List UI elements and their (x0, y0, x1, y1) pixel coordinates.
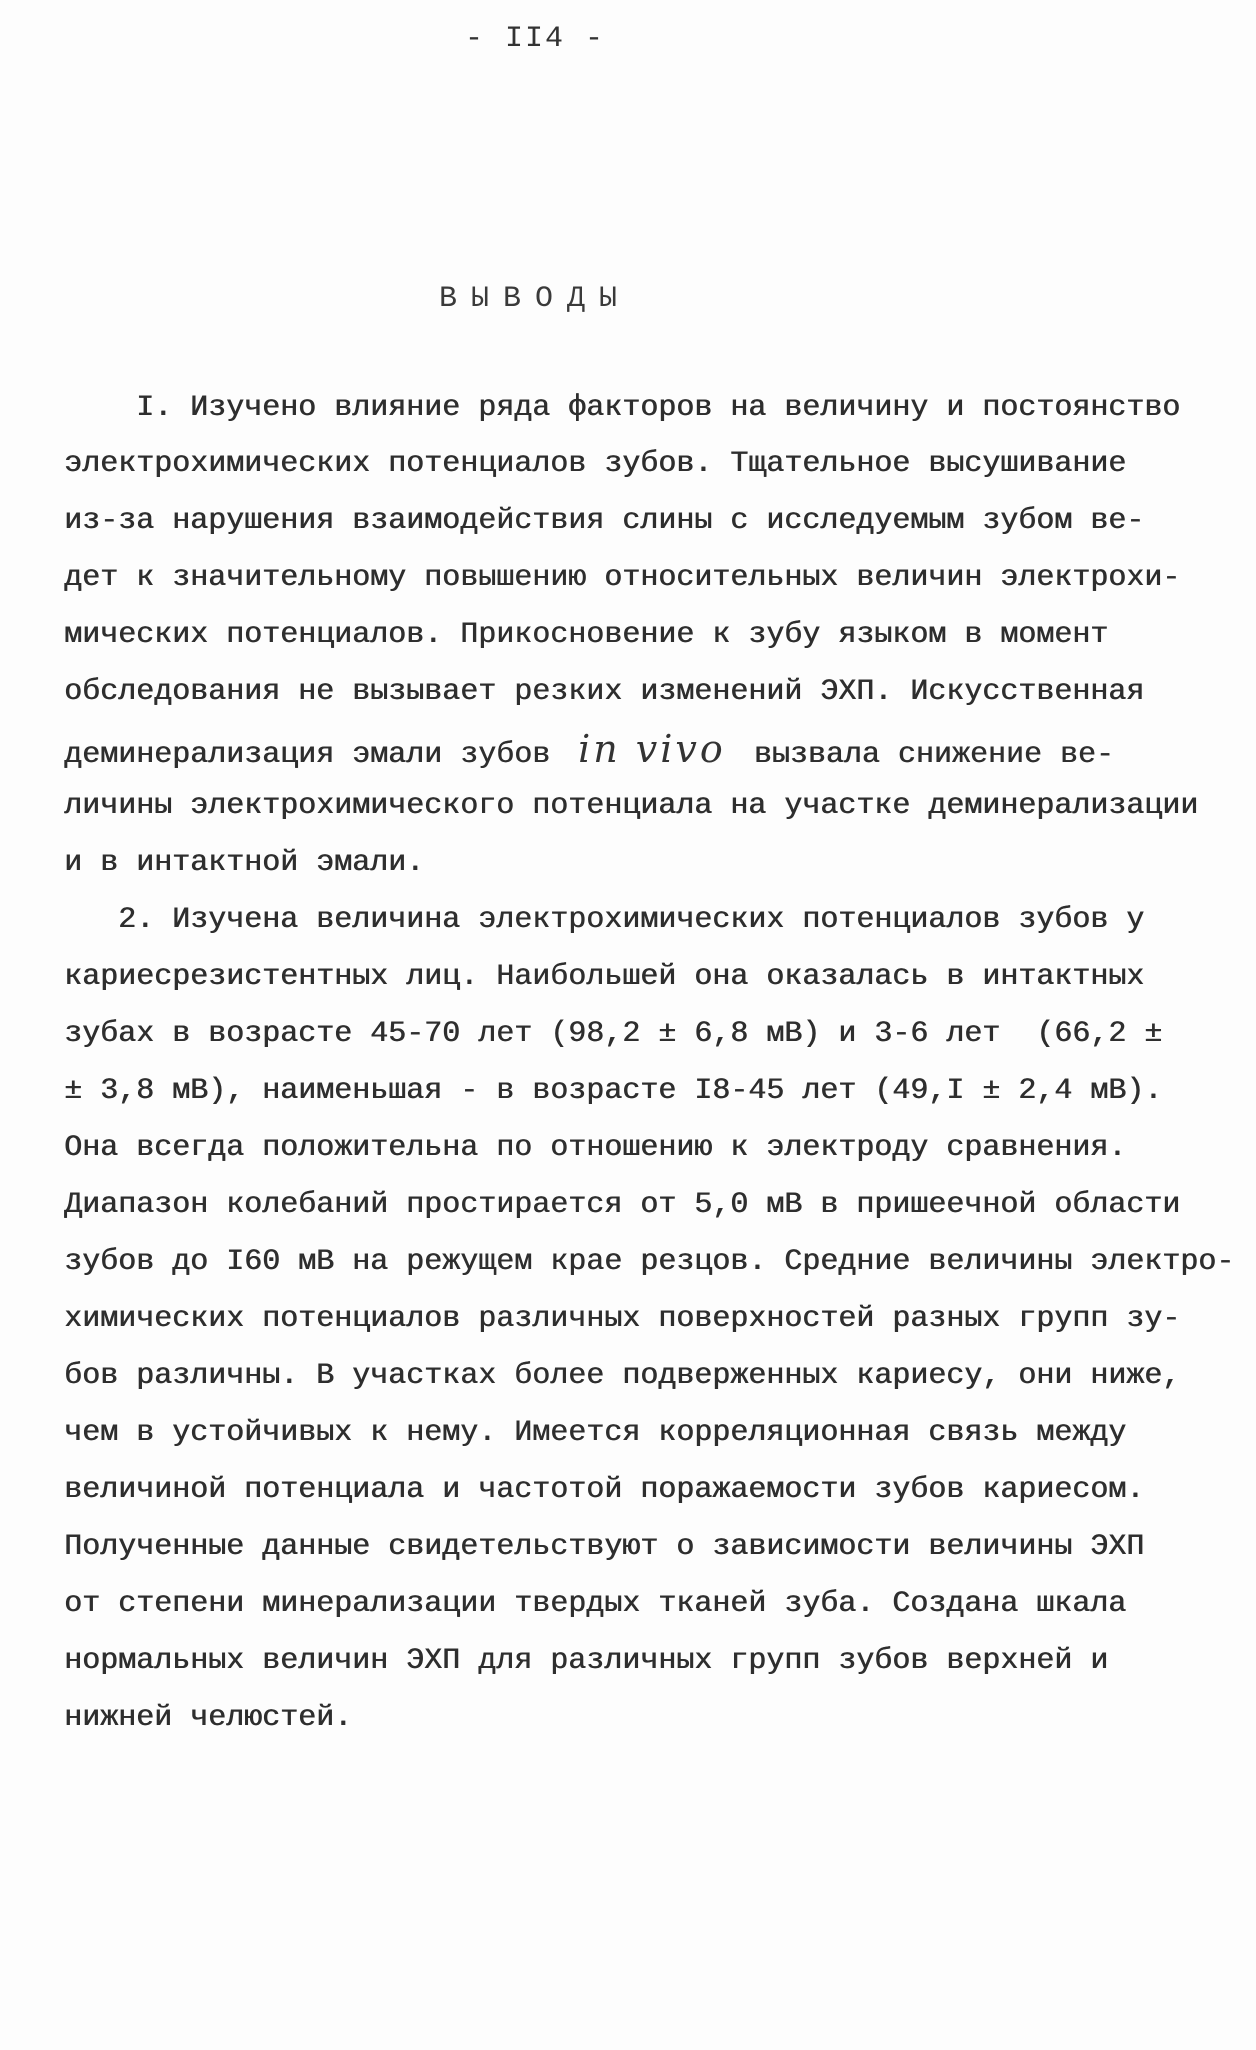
text-line: 2. Изучена величина электрохимических потенциалов зубов у (64, 903, 1145, 937)
text-line: Диапазон колебаний простирается от 5,0 мВ в пришеечной области (64, 1188, 1181, 1222)
text-line: Она всегда положительна по отношению к электроду сравнения. (64, 1131, 1127, 1165)
text-line: зубах в возрасте 45-70 лет (98,2 ± 6,8 мВ) и 3-6 лет (66,2 ± (64, 1017, 1163, 1051)
text-line: из-за нарушения взаимодействия слины с исследуемым зубом ве- (64, 504, 1145, 538)
text-line-in-vivo (64, 729, 1114, 775)
text-line: бов различны. В участках более подверженных кариесу, они ниже, (64, 1359, 1181, 1393)
text-line: Полученные данные свидетельствуют о зависимости величины ЭХП (64, 1530, 1145, 1564)
text-line: ± 3,8 мВ), наименьшая - в возрасте I8-45 лет (49,I ± 2,4 мВ). (64, 1074, 1163, 1108)
text-line: электрохимических потенциалов зубов. Тщательное высушивание (64, 447, 1127, 481)
page-number: - II4 - (464, 22, 606, 56)
text-line: чем в устойчивых к нему. Имеется корреляционная связь между (64, 1416, 1127, 1450)
text-line: величиной потенциала и частотой поражаемости зубов кариесом. (64, 1473, 1145, 1507)
text-line: кариесрезистентных лиц. Наибольшей она оказалась в интактных (64, 960, 1145, 994)
text-line: обследования не вызывает резких изменений ЭХП. Искусственная (64, 675, 1145, 709)
text-line: дет к значительному повышению относительных величин электрохи- (64, 561, 1181, 595)
text-segment: вызвала снижение ве- (753, 738, 1114, 772)
text-line: нормальных величин ЭХП для различных групп зубов верхней и (64, 1644, 1109, 1678)
text-line: мических потенциалов. Прикосновение к зубу языком в момент (64, 618, 1109, 652)
text-line: нижней челюстей. (64, 1701, 353, 1735)
text-line: личины электрохимического потенциала на участке деминерализации (64, 789, 1199, 823)
text-line: химических потенциалов различных поверхностей разных групп зу- (64, 1302, 1181, 1336)
text-line: I. Изучено влияние ряда факторов на величину и постоянство (64, 391, 1181, 425)
text-line: от степени минерализации твердых тканей зуба. Создана шкала (64, 1587, 1127, 1621)
text-segment: деминерализация эмали зубов (64, 738, 551, 772)
text-line: зубов до I60 мВ на режущем крае резцов. Средние величины электро- (64, 1245, 1235, 1279)
handwritten-insert: in vivo (578, 727, 726, 771)
text-line: и в интактной эмали. (64, 846, 425, 880)
section-heading: ВЫВОДЫ (438, 282, 632, 316)
